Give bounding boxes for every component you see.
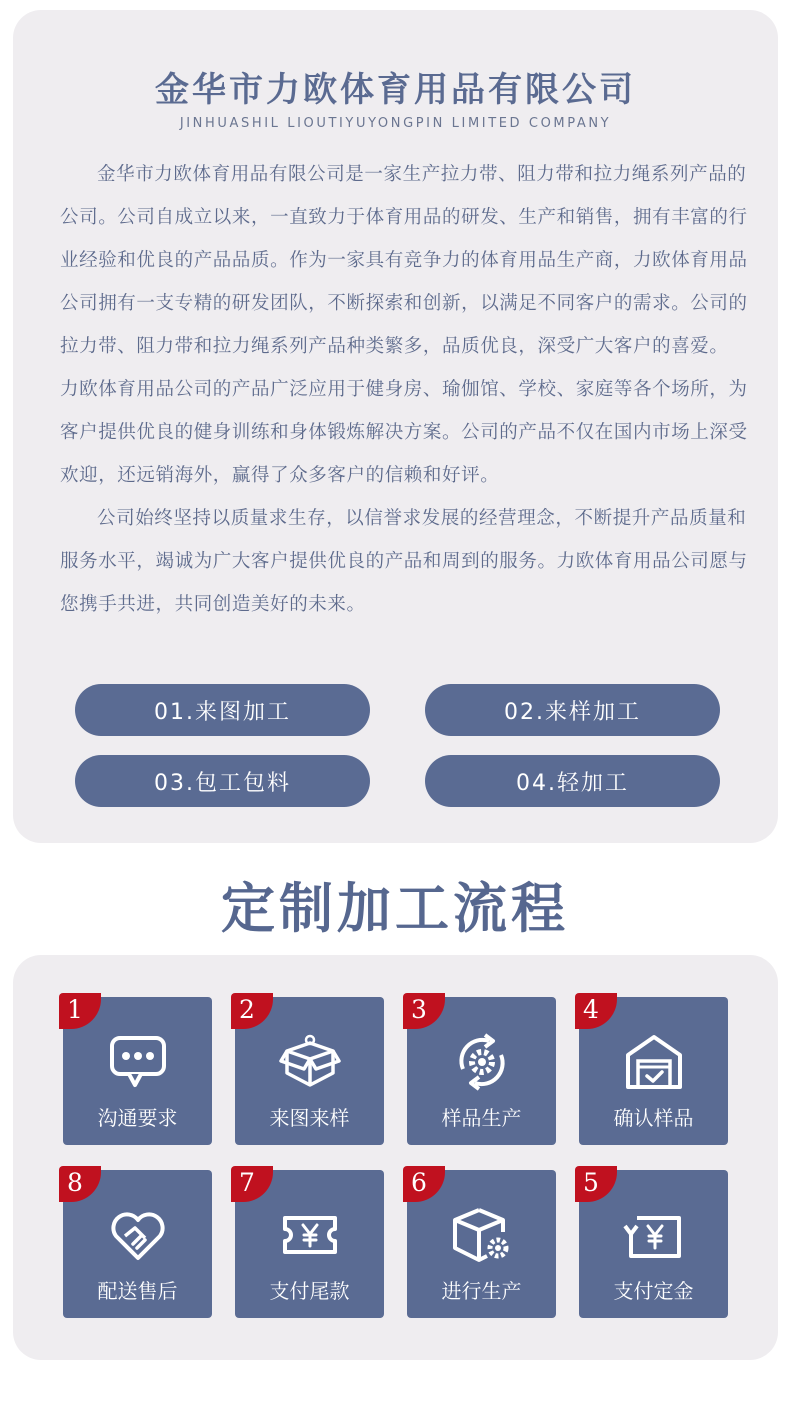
open-box-icon bbox=[279, 1031, 341, 1093]
step-label: 支付定金 bbox=[613, 1279, 694, 1303]
process-step-2[interactable] bbox=[235, 997, 384, 1145]
step-badge: 2 bbox=[231, 993, 273, 1029]
step-badge: 8 bbox=[59, 1166, 101, 1202]
process-step-1[interactable] bbox=[63, 997, 212, 1145]
process-step-5[interactable] bbox=[579, 1170, 728, 1318]
step-label: 配送售后 bbox=[97, 1279, 178, 1303]
process-step-6[interactable] bbox=[407, 1170, 556, 1318]
service-button-full-package[interactable]: 03.包工包料 bbox=[75, 755, 370, 807]
gear-cycle-icon bbox=[451, 1031, 513, 1093]
step-badge: 4 bbox=[575, 993, 617, 1029]
warehouse-check-icon bbox=[623, 1031, 685, 1093]
intro-paragraph-3: 公司始终坚持以质量求生存，以信誉求发展的经营理念，不断提升产品质量和服务水平，竭诚为广大客户提供优良的产品和周到的服务。力欧体育用品公司愿与您携手共进，共同创造美好的未来。 bbox=[60, 508, 748, 615]
company-title: 金华市力欧体育用品有限公司 bbox=[155, 70, 636, 110]
process-title: 定制加工流程 bbox=[221, 877, 569, 940]
box-gear-icon bbox=[451, 1204, 513, 1266]
step-badge: 1 bbox=[59, 993, 101, 1029]
yen-refund-icon bbox=[623, 1204, 685, 1266]
step-badge: 5 bbox=[575, 1166, 617, 1202]
process-card bbox=[13, 955, 778, 1360]
process-step-8[interactable] bbox=[63, 1170, 212, 1318]
step-label: 样品生产 bbox=[441, 1106, 522, 1130]
service-button-drawing[interactable]: 01.来图加工 bbox=[75, 684, 370, 736]
handshake-heart-icon bbox=[107, 1204, 169, 1266]
intro-paragraph-1: 金华市力欧体育用品有限公司是一家生产拉力带、阻力带和拉力绳系列产品的公司。公司自成立以来，一直致力于体育用品的研发、生产和销售，拥有丰富的行业经验和优良的产品品质。作为一家具有竞争力的体育用品生产商，力欧体育用品公司拥有一支专精的研发团队，不断探索和创新，以满足不同客户的需求。公司的拉力带、阻力带和拉力绳系列产品种类繁多，品质优良，深受广大客户的喜爱。 bbox=[60, 164, 748, 357]
company-intro bbox=[60, 153, 760, 626]
step-badge: 3 bbox=[403, 993, 445, 1029]
step-badge: 6 bbox=[403, 1166, 445, 1202]
step-badge: 7 bbox=[231, 1166, 273, 1202]
step-label: 进行生产 bbox=[441, 1279, 522, 1303]
step-label: 支付尾款 bbox=[269, 1279, 350, 1303]
company-subtitle: JINHUASHIL LIOUTIYUYONGPIN LIMITED COMPANY bbox=[179, 116, 612, 131]
process-step-7[interactable] bbox=[235, 1170, 384, 1318]
service-button-light[interactable]: 04.轻加工 bbox=[425, 755, 720, 807]
yen-ticket-icon bbox=[279, 1204, 341, 1266]
company-card bbox=[13, 10, 778, 843]
step-label: 沟通要求 bbox=[97, 1106, 178, 1130]
intro-paragraph-2: 力欧体育用品公司的产品广泛应用于健身房、瑜伽馆、学校、家庭等各个场所，为客户提供优良的健身训练和身体锻炼解决方案。公司的产品不仅在国内市场上深受欢迎，还远销海外，赢得了众多客户的信赖和好评。 bbox=[60, 379, 748, 486]
process-step-3[interactable] bbox=[407, 997, 556, 1145]
service-button-sample[interactable]: 02.来样加工 bbox=[425, 684, 720, 736]
step-label: 确认样品 bbox=[613, 1106, 694, 1130]
chat-bubble-icon bbox=[107, 1031, 169, 1093]
process-step-4[interactable] bbox=[579, 997, 728, 1145]
step-label: 来图来样 bbox=[269, 1106, 350, 1130]
